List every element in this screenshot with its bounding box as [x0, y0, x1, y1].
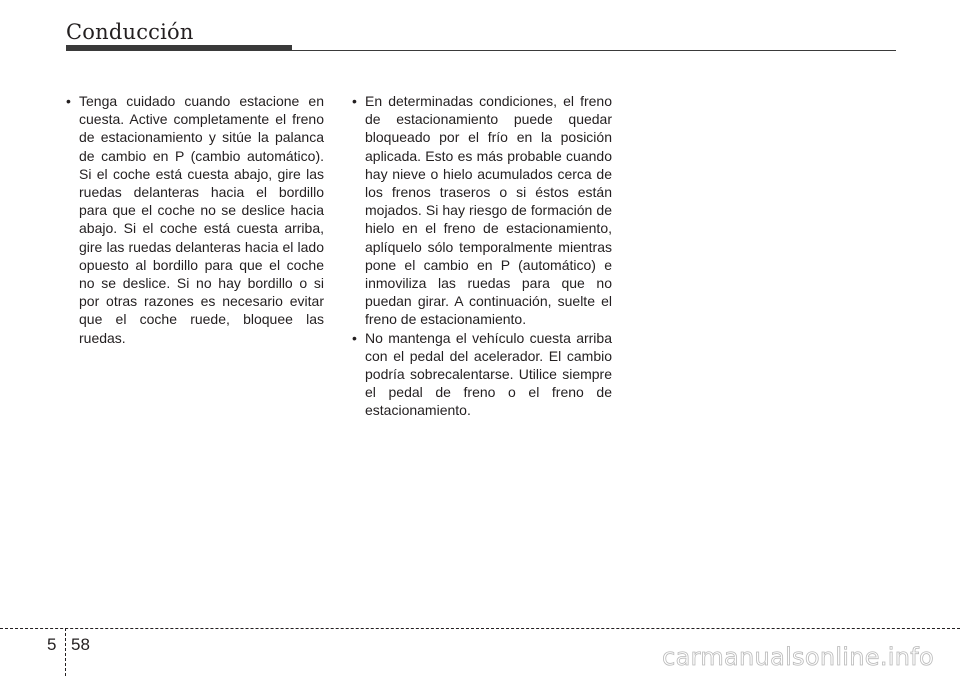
- chapter-title: Conducción: [66, 20, 194, 44]
- page-number: 58: [71, 635, 90, 654]
- footer-dashed-rule: [0, 628, 960, 629]
- left-column: [64, 92, 324, 347]
- bullet-item: [350, 92, 612, 329]
- bullet-icon: •: [352, 329, 357, 346]
- bullet-text: En determinadas condiciones, el freno de estacionamiento puede quedar bloqueado por el frío en la posición aplicada. Esto es más probable cuando hay nieve o hielo acumulados cerca de los frenos traseros o si éstos están mojados. Si hay riesgo de formación de hielo en el freno de estacionamiento, aplíquelo sólo temporalmente mientras pone el cambio en P (automático) e inmoviliza las ruedas para que no puedan girar. A continuación, suelte el freno de estacionamiento.: [365, 93, 612, 328]
- header-accent-bar: [66, 45, 292, 51]
- chapter-number: 5: [47, 635, 57, 654]
- right-column: [350, 92, 612, 420]
- bullet-item: [64, 92, 324, 347]
- bullet-icon: •: [66, 93, 71, 109]
- bullet-icon: •: [352, 93, 357, 109]
- bullet-item: [350, 329, 612, 420]
- header-rule: [292, 50, 896, 51]
- bullet-text: No mantenga el vehículo cuesta arriba con el pedal del acelerador. El cambio podría sobrecalentarse. Utilice siempre el pedal de freno o el freno de estacionamiento.: [365, 329, 612, 419]
- footer-dashed-divider: [65, 628, 66, 676]
- watermark: carmanualsonline.info: [662, 643, 934, 671]
- bullet-text: Tenga cuidado cuando estacione en cuesta. Active completamente el freno de estacionamiento y sitúe la palanca de cambio en P (cambio automático). Si el coche está cuesta abajo, gire las ruedas delanteras hacia el bordillo para que el coche no se deslice hacia abajo. Si el coche está cuesta arriba, gire las ruedas delanteras hacia el lado opuesto al bordillo para que el coche no se deslice. Si no hay bordillo o si por otras razones es necesario evitar que el coche ruede, bloquee las ruedas.: [79, 93, 324, 346]
